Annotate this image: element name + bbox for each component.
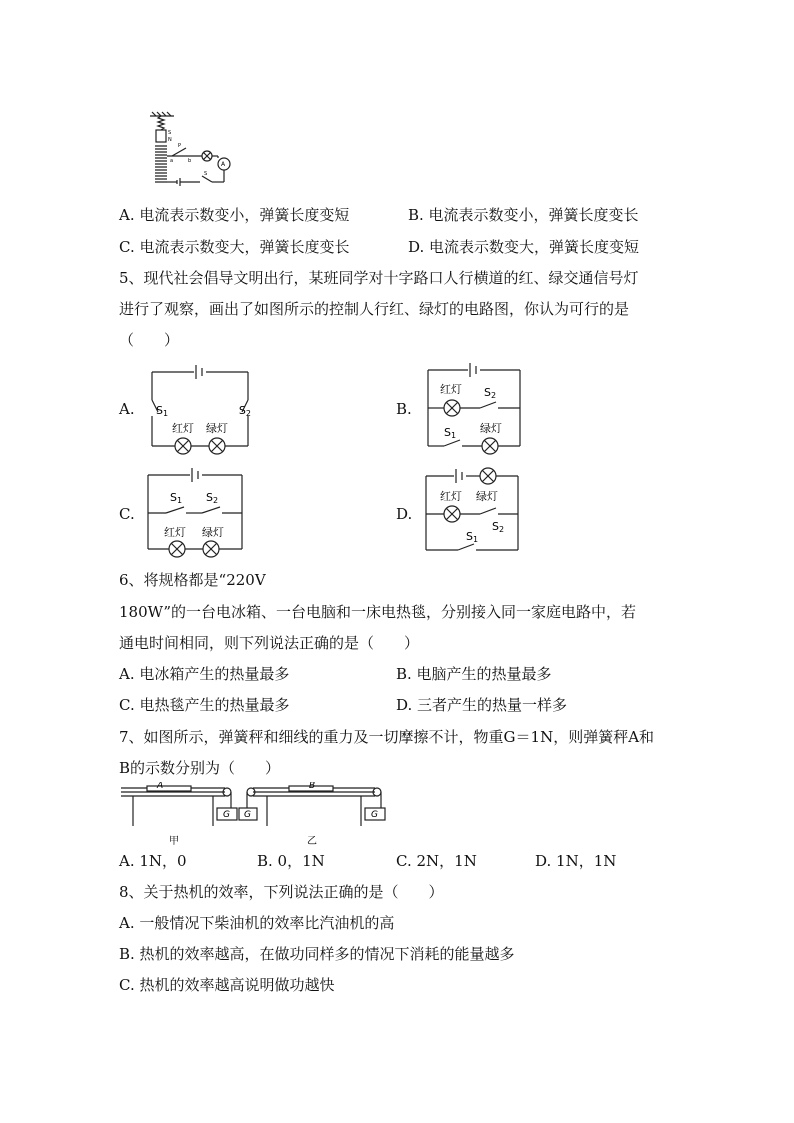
q5-circuit-a — [148, 360, 252, 460]
q5-option-d-letter: D. — [396, 505, 413, 523]
q5a-red-lamp-label: 红灯 — [172, 422, 194, 435]
q8-option-a: A. 一般情况下柴油机的效率比汽油机的高 — [119, 914, 395, 932]
q5b-green-lamp-label: 绿灯 — [480, 422, 502, 435]
q6-option-b: B. 电脑产生的热量最多 — [396, 665, 552, 683]
q5-circuit-c — [144, 463, 246, 563]
q5b-s2-label: S2 — [484, 386, 497, 400]
q7-scale-b-label: B — [309, 782, 316, 791]
q4-fig-label-b: b — [188, 158, 192, 164]
q8-option-c: C. 热机的效率越高说明做功越快 — [119, 976, 335, 994]
q5d-red-lamp-label: 红灯 — [440, 490, 462, 503]
q4-option-d: D. 电流表示数变大，弹簧长度变短 — [408, 238, 640, 256]
q5b-s1-label: S1 — [444, 426, 457, 440]
q4-fig-label-p: P — [178, 143, 182, 149]
q5d-s2-label: S2 — [492, 520, 505, 534]
q5-stem-line1: 5、现代社会倡导文明出行，某班同学对十字路口人行横道的红、绿交通信号灯 — [119, 269, 639, 287]
q6-option-c: C. 电热毯产生的热量最多 — [119, 696, 290, 714]
q5-option-c-letter: C. — [119, 505, 135, 523]
q6-stem-line2: 180W”的一台电冰箱、一台电脑和一床电热毯，分别接入同一家庭电路中，若 — [119, 603, 636, 621]
q5a-s2-label: S2 — [238, 404, 251, 418]
q4-fig-label-n: N — [168, 137, 172, 143]
q4-fig-label-switch: S — [204, 171, 208, 177]
q7-weight-g-label-1: G — [223, 810, 230, 820]
q7-weight-g-label-3: G — [371, 810, 378, 820]
q7-scale-a-label: A — [157, 782, 164, 791]
q7-figure-jia-label: 甲 — [169, 836, 179, 847]
q5b-red-lamp-label: 红灯 — [440, 383, 462, 396]
q5a-s1-label: S1 — [156, 404, 169, 418]
q4-circuit-figure — [140, 110, 240, 190]
q7-option-d: D. 1N，1N — [535, 852, 617, 870]
q7-option-c: C. 2N，1N — [396, 852, 477, 870]
q4-option-b: B. 电流表示数变小，弹簧长度变长 — [408, 206, 639, 224]
q4-option-a: A. 电流表示数变小，弹簧长度变短 — [119, 206, 350, 224]
q5d-green-lamp-label: 绿灯 — [476, 490, 498, 503]
q5c-s1-label: S1 — [170, 491, 183, 505]
q5-circuit-d — [422, 462, 522, 556]
q4-fig-label-a: a — [170, 158, 174, 164]
q5-stem-line3: （ ） — [119, 331, 180, 349]
q4-fig-label-s: S — [168, 130, 172, 136]
q5-option-b-letter: B. — [396, 400, 412, 418]
q6-stem-line1: 6、将规格都是“220V — [119, 571, 266, 589]
q7-stem-line1: 7、如图所示，弹簧秤和细线的重力及一切摩擦不计，物重G＝1N，则弹簧秤A和 — [119, 728, 655, 746]
q6-stem-line3: 通电时间相同，则下列说法正确的是（ ） — [119, 634, 420, 652]
q5c-s2-label: S2 — [206, 491, 219, 505]
q5-stem-line2: 进行了观察，画出了如图所示的控制人行红、绿灯的电路图，你认为可行的是 — [119, 300, 630, 318]
q4-fig-label-ammeter: A — [221, 161, 226, 168]
q5c-green-lamp-label: 绿灯 — [202, 526, 224, 539]
q7-weight-g-label-2: G — [244, 810, 251, 820]
q6-option-a: A. 电冰箱产生的热量最多 — [119, 665, 290, 683]
q7-spring-scale-figure — [117, 782, 397, 848]
q8-stem: 8、关于热机的效率，下列说法正确的是（ ） — [119, 883, 444, 901]
q5-circuit-b — [424, 358, 524, 462]
q7-figure-yi-label: 乙 — [307, 836, 317, 847]
q8-option-b: B. 热机的效率越高，在做功同样多的情况下消耗的能量越多 — [119, 945, 515, 963]
q5-option-a-letter: A. — [119, 400, 135, 418]
q5a-green-lamp-label: 绿灯 — [206, 422, 228, 435]
q6-option-d: D. 三者产生的热量一样多 — [396, 696, 568, 714]
q5d-s1-label: S1 — [466, 530, 479, 544]
q7-option-a: A. 1N，0 — [119, 852, 187, 870]
q4-option-c: C. 电流表示数变大，弹簧长度变长 — [119, 238, 350, 256]
q7-option-b: B. 0，1N — [257, 852, 325, 870]
q5c-red-lamp-label: 红灯 — [164, 526, 186, 539]
q7-stem-line2: B的示数分别为（ ） — [119, 759, 281, 777]
